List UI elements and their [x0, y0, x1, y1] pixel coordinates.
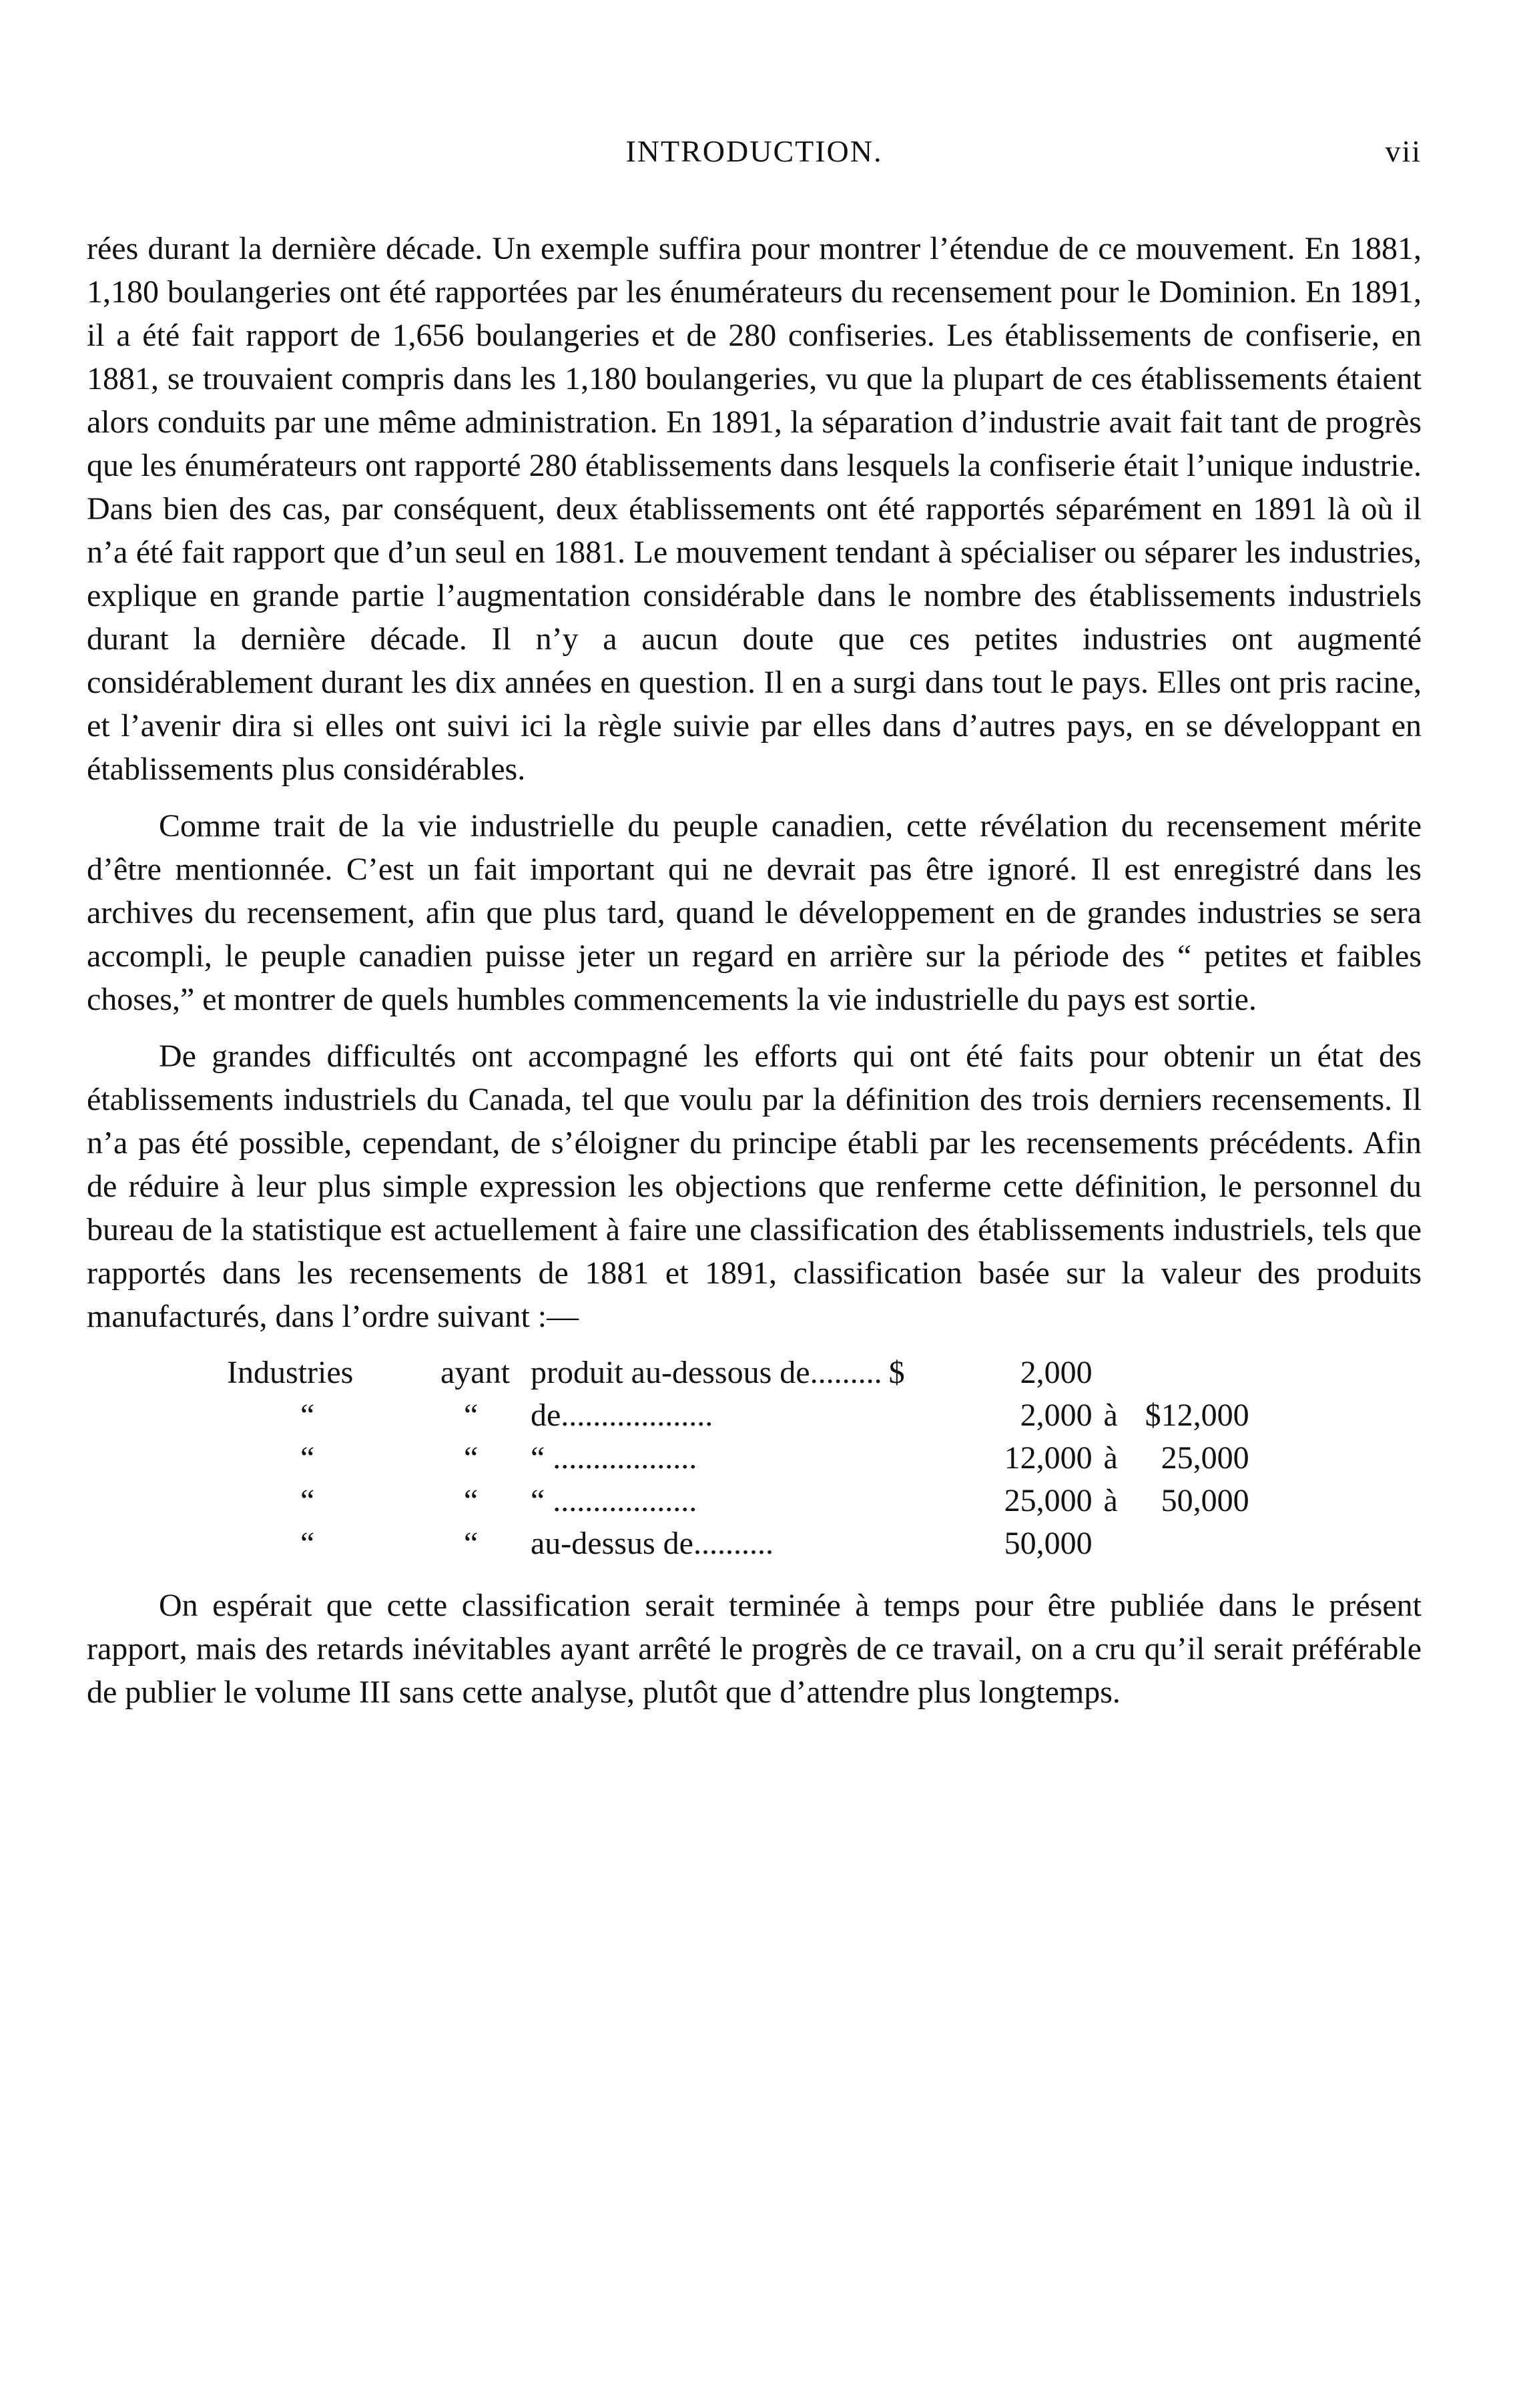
table-row — [227, 1480, 1249, 1522]
table-cell: “ .................. — [531, 1440, 697, 1476]
table-cell: “ — [464, 1483, 479, 1518]
table-cell: Industries — [227, 1355, 354, 1390]
table-cell: $ — [888, 1355, 905, 1390]
table-cell: à — [1103, 1440, 1118, 1476]
table-cell: à — [1103, 1398, 1118, 1433]
table-cell: “ — [464, 1398, 479, 1433]
paragraph-conclusion: On espérait que cette classification serait terminée à temps pour être publiée dans le présent rapport, mais des retards inévitables ayant arrêté le progrès de ce travail, on a cru qu’il serait préférable de publier le volume III sans cette analyse, plutôt que d’attendre plus longtemps. — [87, 1588, 1422, 1710]
table-cell: “ — [464, 1526, 479, 1561]
table-cell: “ .................. — [531, 1483, 697, 1518]
table-cell — [1129, 1351, 1249, 1394]
page-number: vii — [1385, 134, 1422, 168]
table-cell — [882, 1522, 979, 1565]
table-cell: de................... — [531, 1398, 713, 1433]
table-cell: 12,000 — [1004, 1440, 1093, 1476]
table-cell: à — [1103, 1483, 1118, 1518]
table-cell: produit au-dessous de......... — [531, 1355, 882, 1390]
table-row — [227, 1437, 1249, 1480]
body-text — [87, 227, 1422, 1714]
table-cell: 50,000 — [1004, 1526, 1093, 1561]
table-cell: 25,000 — [1161, 1440, 1249, 1476]
classification-table — [227, 1351, 1249, 1565]
table-cell: “ — [300, 1440, 315, 1476]
table-cell: “ — [464, 1440, 479, 1476]
table-cell — [1093, 1522, 1129, 1565]
table-cell: “ — [300, 1398, 315, 1433]
table-cell: “ — [300, 1483, 315, 1518]
table-cell: 2,000 — [1020, 1355, 1093, 1390]
table-row — [227, 1522, 1249, 1565]
paragraph-continuation: rées durant la dernière décade. Un exemple suffira pour montrer l’étendue de ce mouvement. En 1881, 1,180 boulangeries ont été rapportées par les énumérateurs du recensement pour le Dominion. En 1891, il a été fait rapport de 1,656 boulangeries et de 280 confiseries. Les établissements de confiserie, en 1881, se trouvaient compris dans les 1,180 boulangeries, vu que la plupart de ces établissements étaient alors conduits par une même administration. En 1891, la séparation d’industrie avait fait tant de progrès que les énumérateurs ont rapporté 280 établissements dans lesquels la confiserie était l’unique industrie. Dans bien des cas, par conséquent, deux établissements ont été rapportés séparément en 1891 là où il n’a été fait rapport que d’un seul en 1881. Le mouvement tendant à spécialiser ou séparer les industries, explique en grande partie l’augmentation considérable dans le nombre des établissements industriels durant la dernière décade. Il n’y a aucun doute que ces petites industries ont augmenté considérablement durant les dix années en question. Il en a surgi dans tout le pays. Elles ont pris racine, et l’avenir dira si elles ont suivi ici la règle suivie par elles dans d’autres pays, en se développant en établissements plus considérables. — [87, 231, 1422, 787]
page-title: INTRODUCTION. — [625, 134, 883, 168]
document-page — [87, 133, 1422, 1727]
table-cell: 2,000 — [1020, 1398, 1093, 1433]
paragraph-difficulties: De grandes difficultés ont accompagné les efforts qui ont été faits pour obtenir un état des établissements industriels du Canada, tel que voulu par la définition des trois derniers recensements. Il n’a pas été possible, cependant, de s’éloigner du principe établi par les recensements précédents. Afin de réduire à leur plus simple expression les objections que renferme cette définition, le personnel du bureau de la statistique est actuellement à faire une classification des établissements industriels, tels que rapportés dans les recensements de 1881 et 1891, classification basée sur la valeur des produits manufacturés, dans l’ordre suivant :— — [87, 1038, 1422, 1334]
table-row — [227, 1351, 1249, 1394]
table-cell — [1093, 1351, 1129, 1394]
table-cell: “ — [300, 1526, 315, 1561]
table-cell: 25,000 — [1004, 1483, 1093, 1518]
paragraph-industrial-life: Comme trait de la vie industrielle du peuple canadien, cette révélation du recensement mérite d’être mentionnée. C’est un fait important qui ne devrait pas être ignoré. Il est enregistré dans les archives du recensement, afin que plus tard, quand le développement en de grandes industries se sera accompli, le peuple canadien puisse jeter un regard en arrière sur la période des “ petites et faibles choses,” et montrer de quels humbles commencements la vie industrielle du pays est sortie. — [87, 808, 1422, 1017]
table-cell: ayant — [440, 1355, 510, 1390]
table-cell — [882, 1437, 979, 1480]
running-head — [87, 133, 1422, 187]
table-row — [227, 1394, 1249, 1437]
table-cell — [882, 1394, 979, 1437]
table-cell: 50,000 — [1161, 1483, 1249, 1518]
table-cell — [1129, 1522, 1249, 1565]
table-cell: au-dessus de.......... — [531, 1526, 774, 1561]
table-cell: $12,000 — [1145, 1398, 1249, 1433]
table-cell — [882, 1480, 979, 1522]
